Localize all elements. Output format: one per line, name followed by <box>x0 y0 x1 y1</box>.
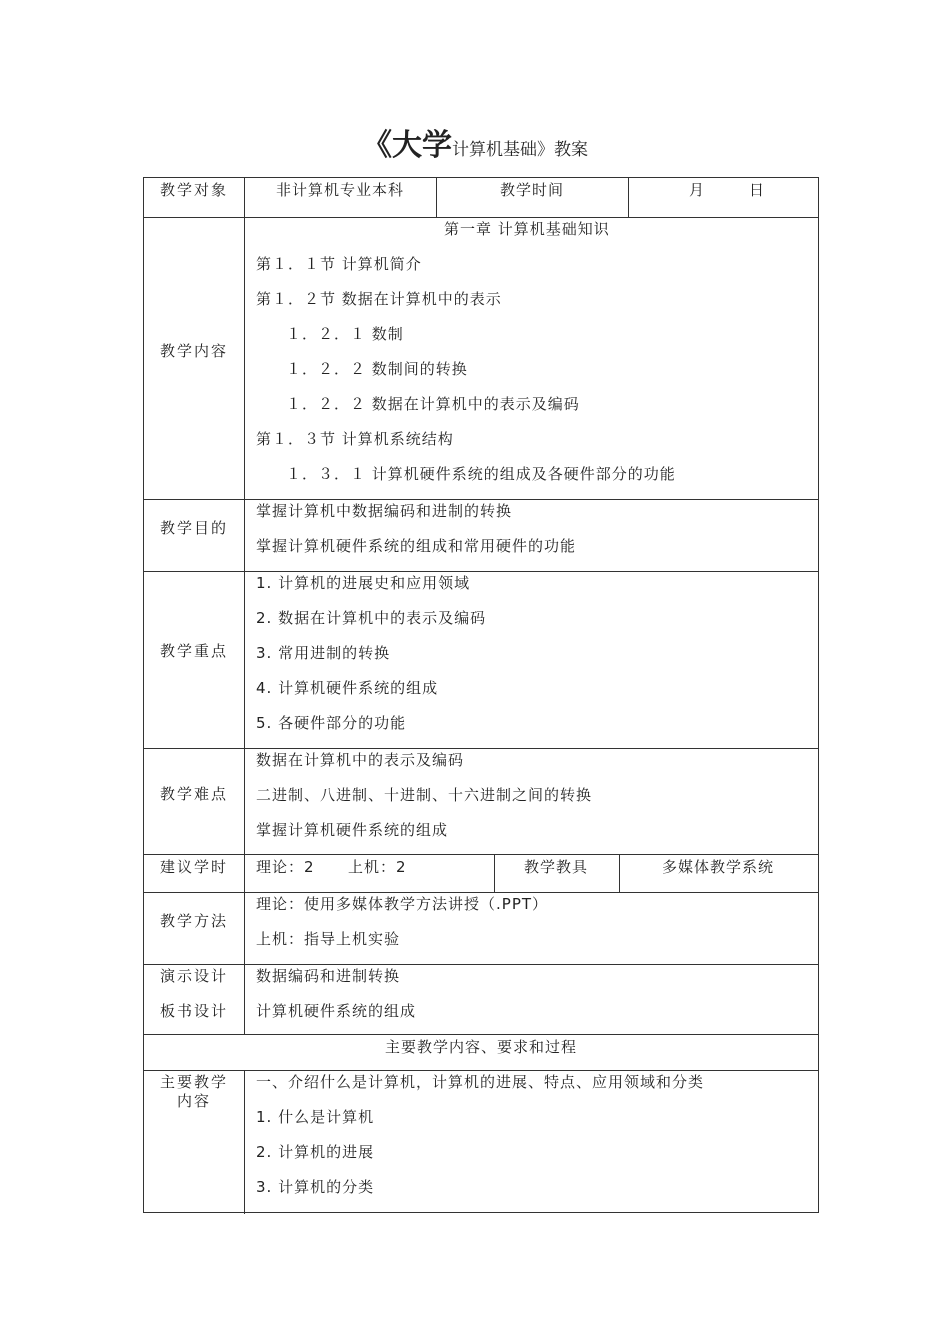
key-line: 2. 数据在计算机中的表示及编码 <box>256 609 487 627</box>
target-value: 非计算机专业本科 <box>276 181 405 199</box>
key-line: 1. 计算机的进展史和应用领域 <box>256 574 471 592</box>
difficulty-line: 掌握计算机硬件系统的组成 <box>256 821 449 839</box>
lesson-plan-table <box>143 177 819 1213</box>
hours-lab: 上机：2 <box>348 858 407 876</box>
tools-value: 多媒体教学系统 <box>662 858 775 876</box>
method-line: 理论：使用多媒体教学方法讲授（.PPT） <box>256 895 549 913</box>
main-line: 一、介绍什么是计算机，计算机的进展、特点、应用领域和分类 <box>256 1073 705 1091</box>
row-section-heading <box>144 1034 818 1070</box>
content-line: １．２．１ 数制 <box>286 325 404 343</box>
goal-line: 掌握计算机中数据编码和进制的转换 <box>256 502 513 520</box>
row-main-content <box>144 1070 818 1214</box>
row-content <box>144 217 818 499</box>
demo-line: 数据编码和进制转换 <box>256 967 401 985</box>
difficulty-line: 二进制、八进制、十进制、十六进制之间的转换 <box>256 786 593 804</box>
row-key <box>144 571 818 748</box>
content-line: １．３．１ 计算机硬件系统的组成及各硬件部分的功能 <box>286 465 676 483</box>
section-heading: 主要教学内容、要求和过程 <box>384 1038 577 1056</box>
content-line: 第１．２节 数据在计算机中的表示 <box>256 290 502 308</box>
main-line: 3. 计算机的分类 <box>256 1178 375 1196</box>
label-goal: 教学目的 <box>159 519 228 537</box>
main-line: 1. 什么是计算机 <box>256 1108 375 1126</box>
title-rest: 计算机基础》教案 <box>452 140 588 160</box>
label-target: 教学对象 <box>159 181 228 199</box>
row-method <box>144 892 818 964</box>
content-line: １．２．２ 数制间的转换 <box>286 360 468 378</box>
main-line: 2. 计算机的进展 <box>256 1143 375 1161</box>
label-main-1: 主要教学 <box>159 1073 228 1091</box>
month-label: 月 <box>689 181 706 199</box>
hours-theory: 理论：2 <box>256 858 315 876</box>
difficulty-line: 数据在计算机中的表示及编码 <box>256 751 465 769</box>
label-difficulty: 教学难点 <box>159 785 228 803</box>
label-board: 板书设计 <box>159 1002 228 1020</box>
row-goal <box>144 499 818 571</box>
label-demo: 演示设计 <box>159 967 228 985</box>
key-line: 3. 常用进制的转换 <box>256 644 391 662</box>
row-difficulty <box>144 748 818 854</box>
label-content: 教学内容 <box>159 342 228 360</box>
content-line: 第１．１节 计算机简介 <box>256 255 422 273</box>
demo-line: 计算机硬件系统的组成 <box>256 1002 417 1020</box>
title-main: 《大学 <box>362 128 452 163</box>
row-demo <box>144 964 818 1034</box>
label-method: 教学方法 <box>159 912 228 930</box>
row-target <box>144 178 818 217</box>
document-title <box>0 120 950 164</box>
content-line: 第１．３节 计算机系统结构 <box>256 430 454 448</box>
goal-line: 掌握计算机硬件系统的组成和常用硬件的功能 <box>256 537 577 555</box>
key-line: 5. 各硬件部分的功能 <box>256 714 407 732</box>
content-line: １．２．２ 数据在计算机中的表示及编码 <box>286 395 580 413</box>
day-label: 日 <box>749 181 766 199</box>
label-main-2: 内容 <box>176 1092 211 1110</box>
chapter-title: 第一章 计算机基础知识 <box>444 220 610 238</box>
method-line: 上机：指导上机实验 <box>256 930 401 948</box>
label-key: 教学重点 <box>159 642 228 660</box>
label-hours: 建议学时 <box>159 858 228 876</box>
time-label: 教学时间 <box>500 181 565 199</box>
key-line: 4. 计算机硬件系统的组成 <box>256 679 439 697</box>
row-hours <box>144 854 818 892</box>
tools-label: 教学教具 <box>524 858 589 876</box>
